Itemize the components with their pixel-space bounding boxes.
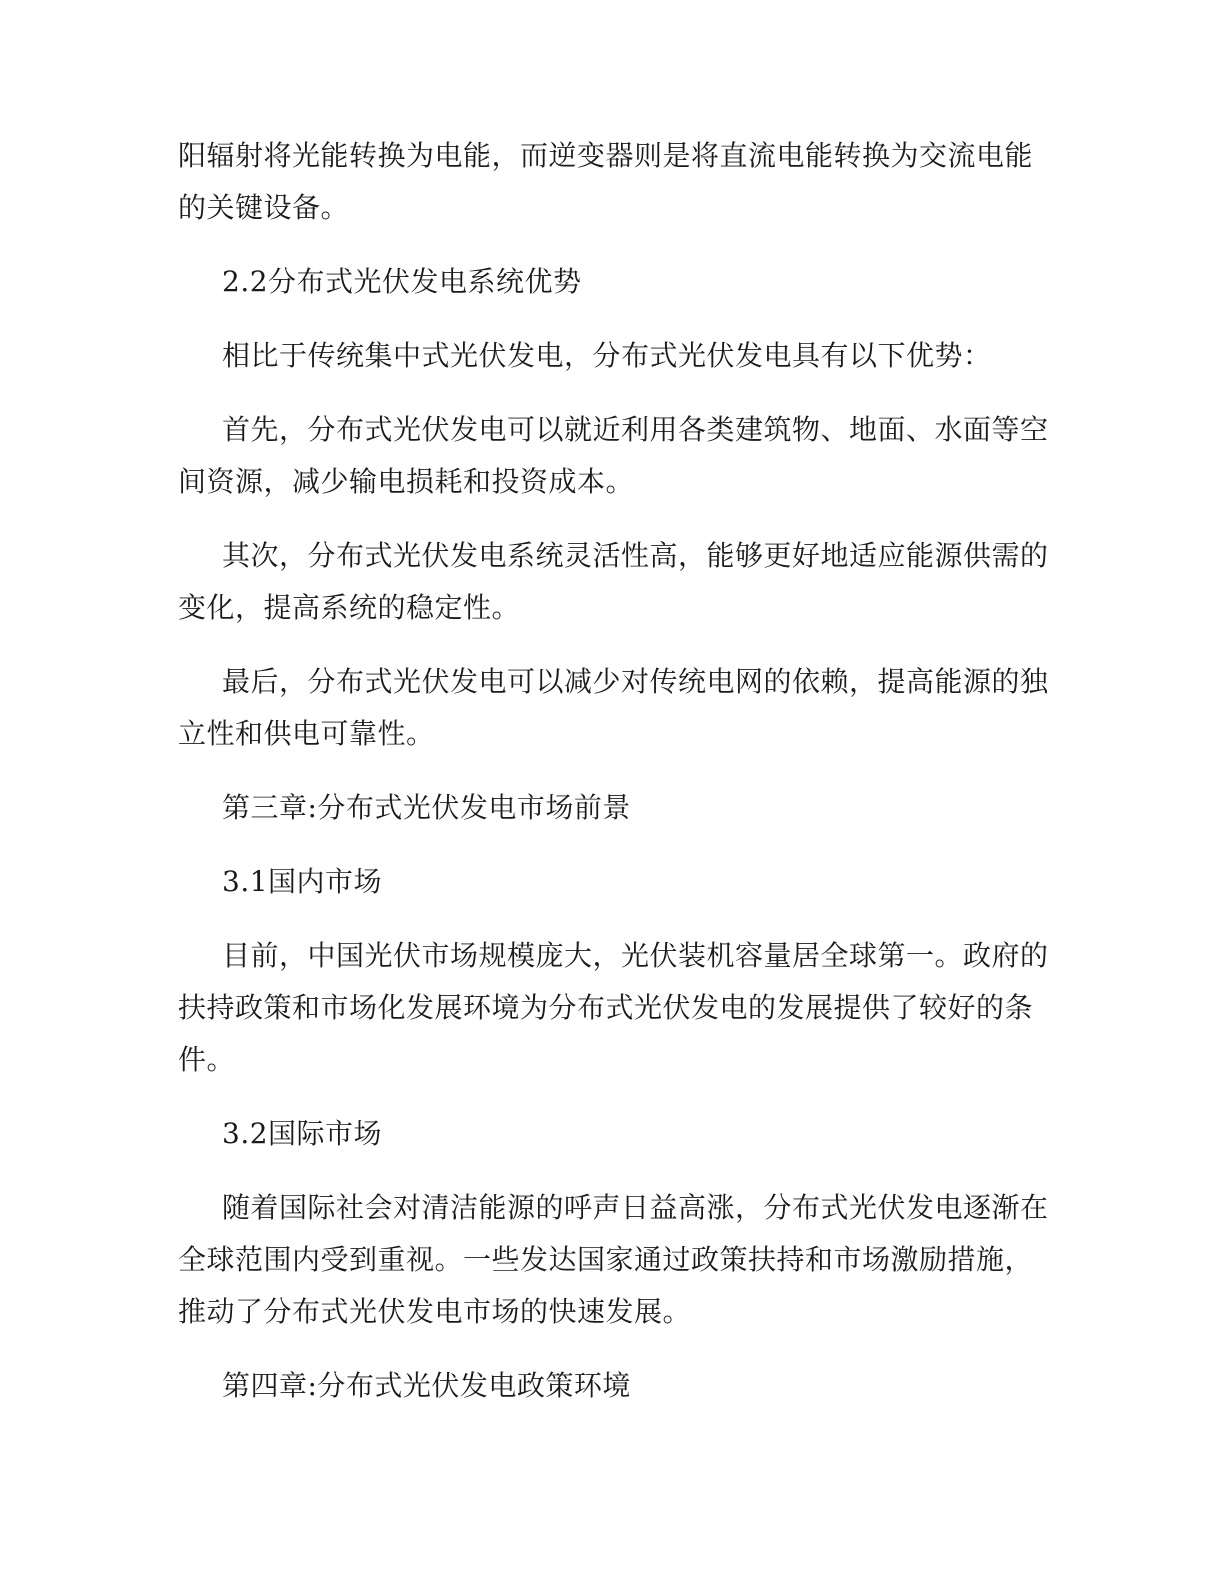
paragraph-second-advantage: 其次，分布式光伏发电系统灵活性高，能够更好地适应能源供需的变化，提高系统的稳定性。 [178, 539, 1049, 624]
document-page [178, 130, 1058, 1412]
section-heading-3-2: 3.2国际市场 [222, 1117, 383, 1150]
section-heading-2-2: 2.2分布式光伏发电系统优势 [222, 265, 582, 298]
section-heading-3-1: 3.1国内市场 [222, 865, 383, 898]
chapter-heading-3: 第三章:分布式光伏发电市场前景 [222, 791, 631, 824]
paragraph-domestic-market: 目前，中国光伏市场规模庞大，光伏装机容量居全球第一。政府的扶持政策和市场化发展环境为分布式光伏发电的发展提供了较好的条件。 [178, 939, 1049, 1076]
paragraph-first-advantage: 首先，分布式光伏发电可以就近利用各类建筑物、地面、水面等空间资源，减少输电损耗和投资成本。 [178, 413, 1049, 498]
chapter-heading-4: 第四章:分布式光伏发电政策环境 [222, 1369, 631, 1402]
paragraph-international-market: 随着国际社会对清洁能源的呼声日益高涨，分布式光伏发电逐渐在全球范围内受到重视。一些发达国家通过政策扶持和市场激励措施，推动了分布式光伏发电市场的快速发展。 [178, 1191, 1049, 1328]
paragraph-advantages-intro: 相比于传统集中式光伏发电，分布式光伏发电具有以下优势： [222, 339, 992, 372]
paragraph-last-advantage: 最后，分布式光伏发电可以减少对传统电网的依赖，提高能源的独立性和供电可靠性。 [178, 665, 1049, 750]
paragraph-continuation: 阳辐射将光能转换为电能，而逆变器则是将直流电能转换为交流电能的关键设备。 [178, 139, 1034, 224]
